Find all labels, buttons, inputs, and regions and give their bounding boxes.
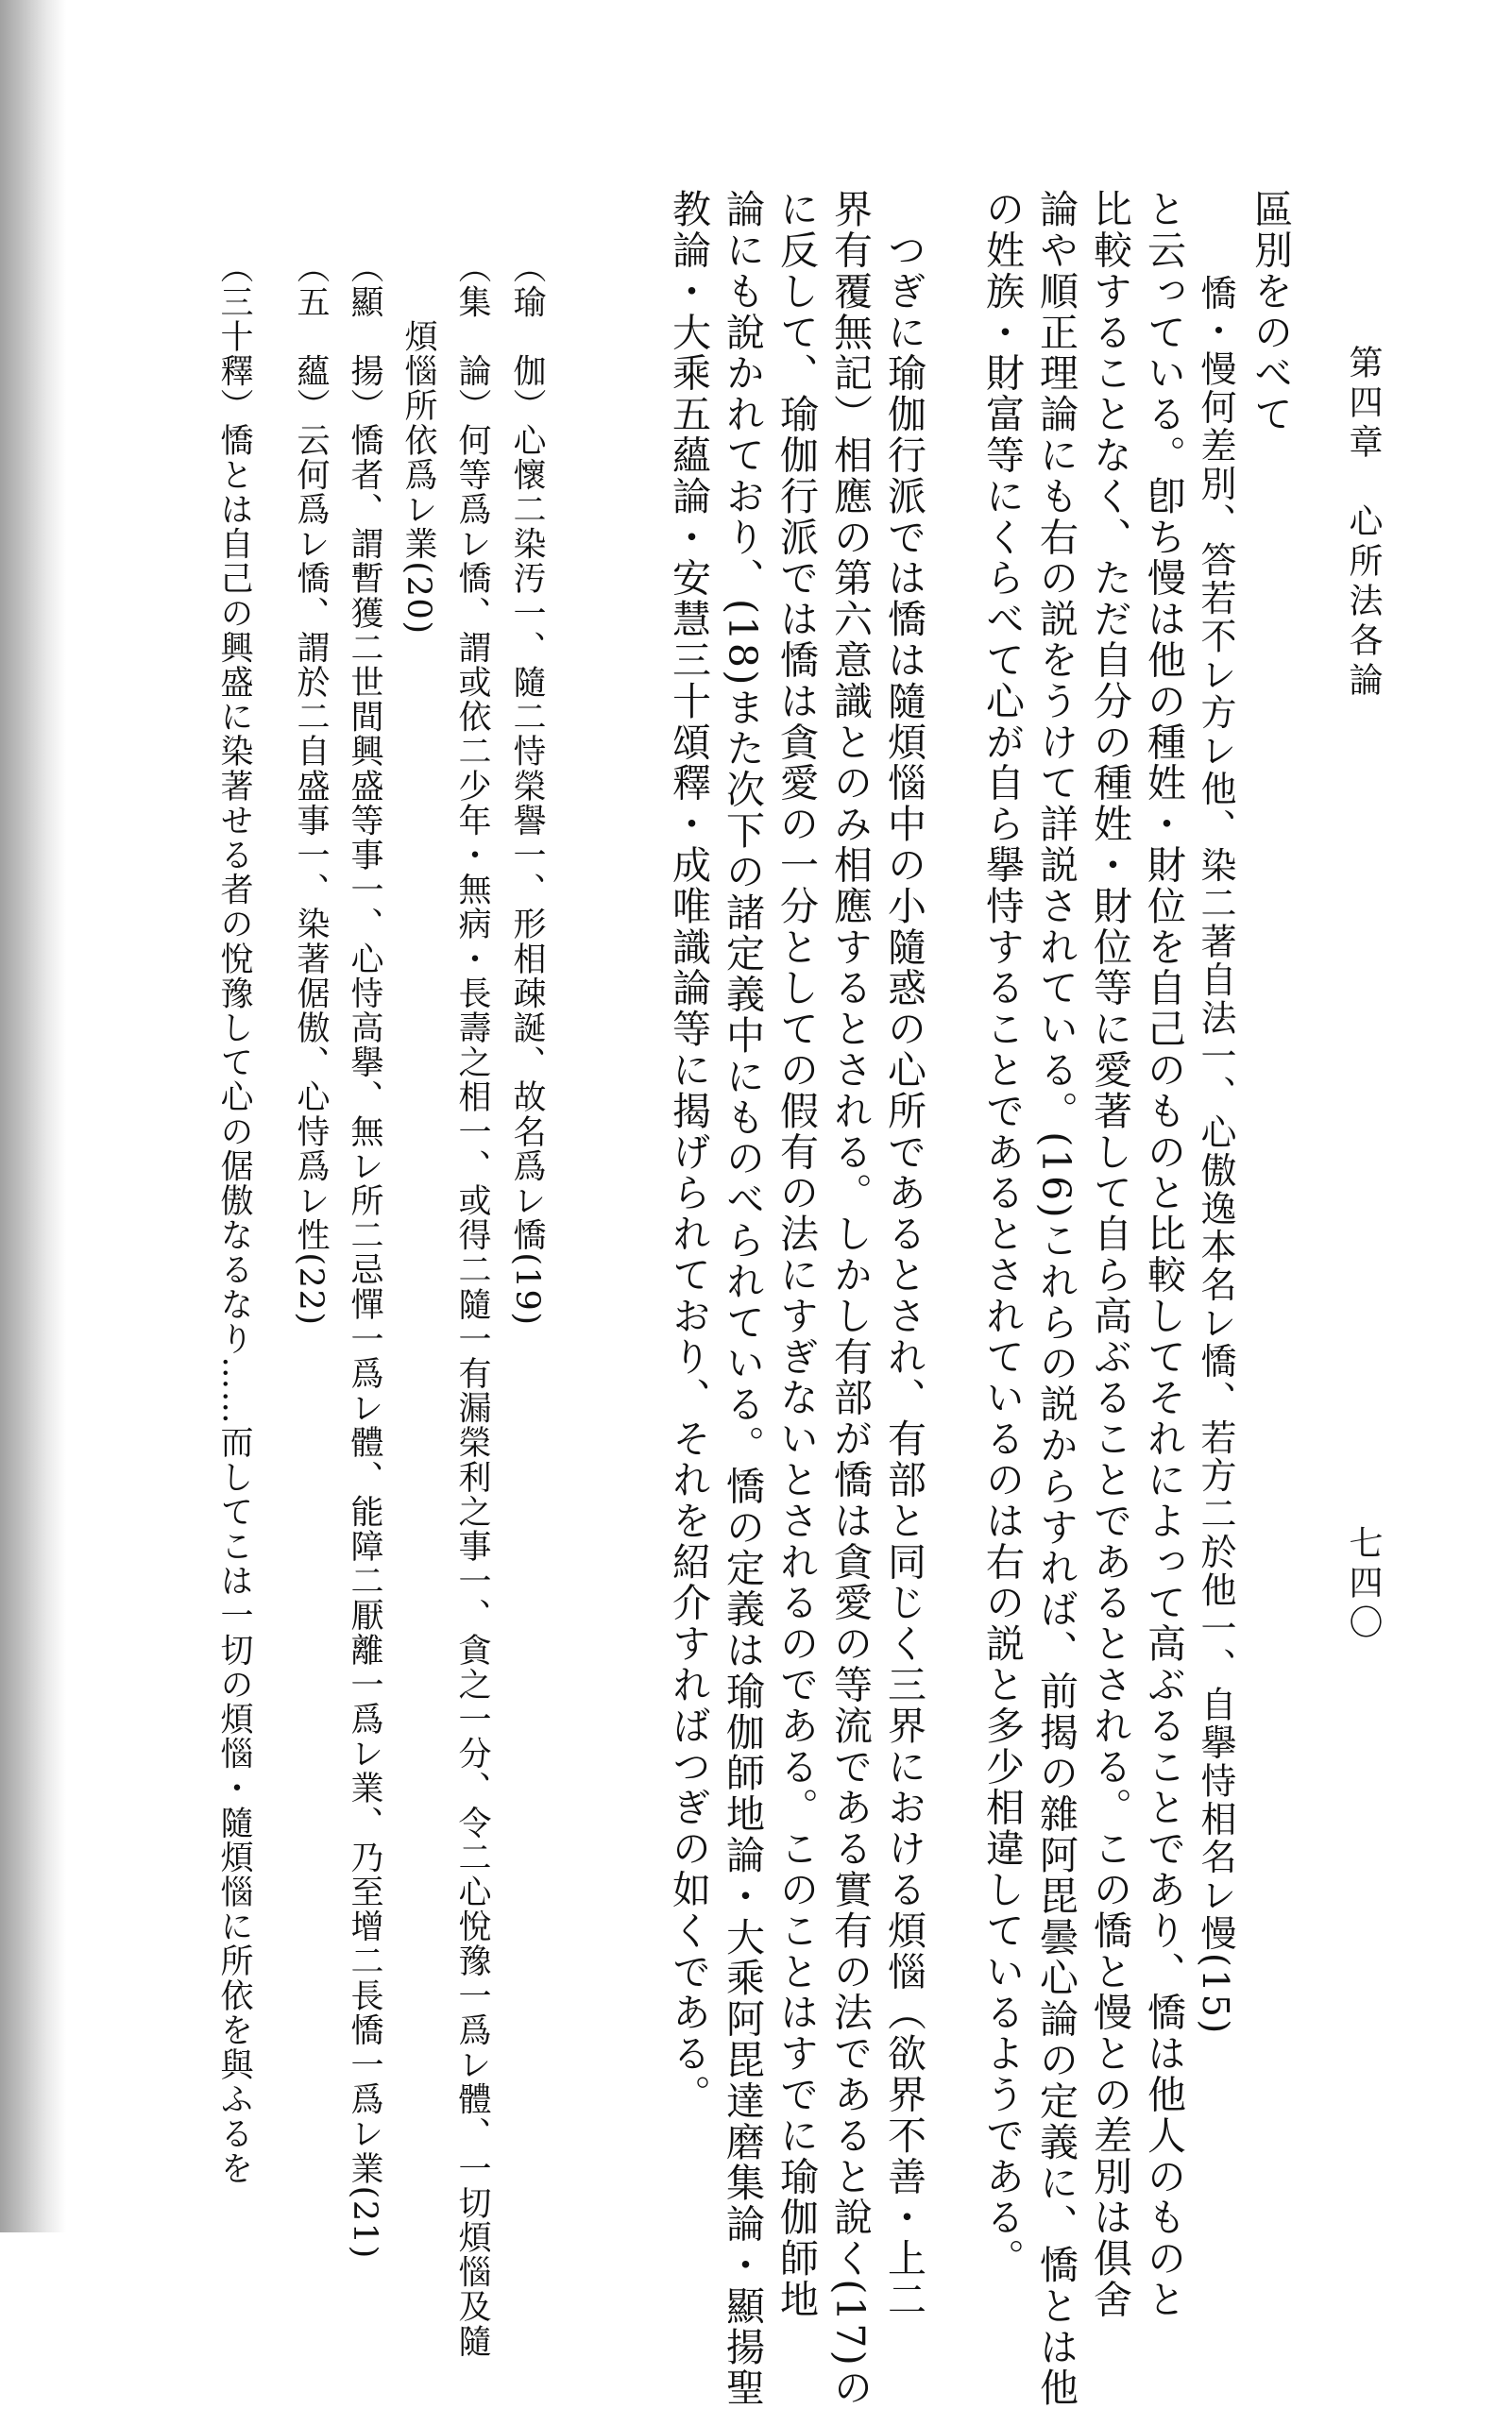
- body-column-1: 區別をのべて: [1248, 189, 1293, 435]
- body-column-3: と云っている。卽ち慢は他の種姓・財位を自己のものと比較してそれによって高ぶることであり、憍は他人のものと: [1141, 189, 1186, 2320]
- body-column-7: つぎに瑜伽行派では憍は隨煩惱中の小隨惑の心所であるとされ、有部と同じく三界における煩惱（欲界不善・上二: [881, 189, 926, 2320]
- body-column-8: 界有覆無記）相應の第六意識とのみ相應するとされる。しかし有部が憍は貪愛の等流である實有の法であると說く(17)の: [827, 189, 873, 2409]
- note-goun: （五 蘊）云何爲レ憍、謂於二自盛事一、染著倨傲、心恃爲レ性(22): [292, 250, 330, 1327]
- body-column-11: 教論・大乘五蘊論・安慧三十頌釋・成唯識論等に揭げられており、それを紹介すればつぎの如くである。: [666, 189, 711, 2115]
- body-column-2: 憍・慢何差別、答若不レ方レ他、染二著自法一、心傲逸本名レ憍、若方二於他一、自擧恃相名レ慢(15): [1195, 236, 1236, 2036]
- chapter-title: 第四章 心所法各論: [1344, 345, 1383, 702]
- body-column-6: の姓族・財富等にくらべて心が自ら擧恃することであるとされているのは右の説と多少相違しているようである。: [979, 189, 1025, 2280]
- note-sanjushaku: （三十釋）憍とは自己の興盛に染著せる者の悅豫して心の倨傲なるなり……而してこは一切の煩惱・隨煩惱に所依を與ふるを: [215, 250, 253, 2186]
- scan-shadow: [0, 0, 66, 2232]
- body-column-9: に反して、瑜伽行派では憍は貪愛の一分としての假有の法にすぎないとされるのである。このことはすでに瑜伽師地: [773, 189, 819, 2320]
- note-yuga: （瑜 伽）心懷二染汚一、隨二恃榮譽一、形相疎誕、故名爲レ憍(19): [508, 250, 546, 1327]
- page-number: 七四〇: [1344, 1525, 1383, 1644]
- note-shuron-cont: 煩惱所依爲レ業(20): [399, 250, 437, 636]
- note-kenyo: （顯 揚）憍者、謂暫獲二世間興盛等事一、心恃高擧、無レ所二忌憚一爲レ體、能障二厭離一爲レ業、乃至增二長憍一爲レ業(21): [346, 250, 383, 2260]
- body-column-4: 比較することなく、ただ自分の種姓・財位等に愛著して自ら高ぶることであるとされる。この憍と慢との差別は俱舍: [1087, 189, 1132, 2320]
- note-shuron: （集 論）何等爲レ憍、謂或依二少年・無病・長壽之相一、或得二隨一有漏榮利之事一、貪之一分、令二心悅豫一爲レ體、一切煩惱及隨: [453, 250, 491, 2359]
- body-column-5: 論や順正理論にも右の説をうけて詳説されている。(16)これらの説からすれば、前揭の雜阿毘曇心論の定義に、憍とは他: [1033, 189, 1079, 2409]
- body-column-10: 論にも說かれており、(18)また次下の諸定義中にものべられている。憍の定義は瑜伽師地論・大乘阿毘達磨集論・顯揚聖: [720, 189, 765, 2409]
